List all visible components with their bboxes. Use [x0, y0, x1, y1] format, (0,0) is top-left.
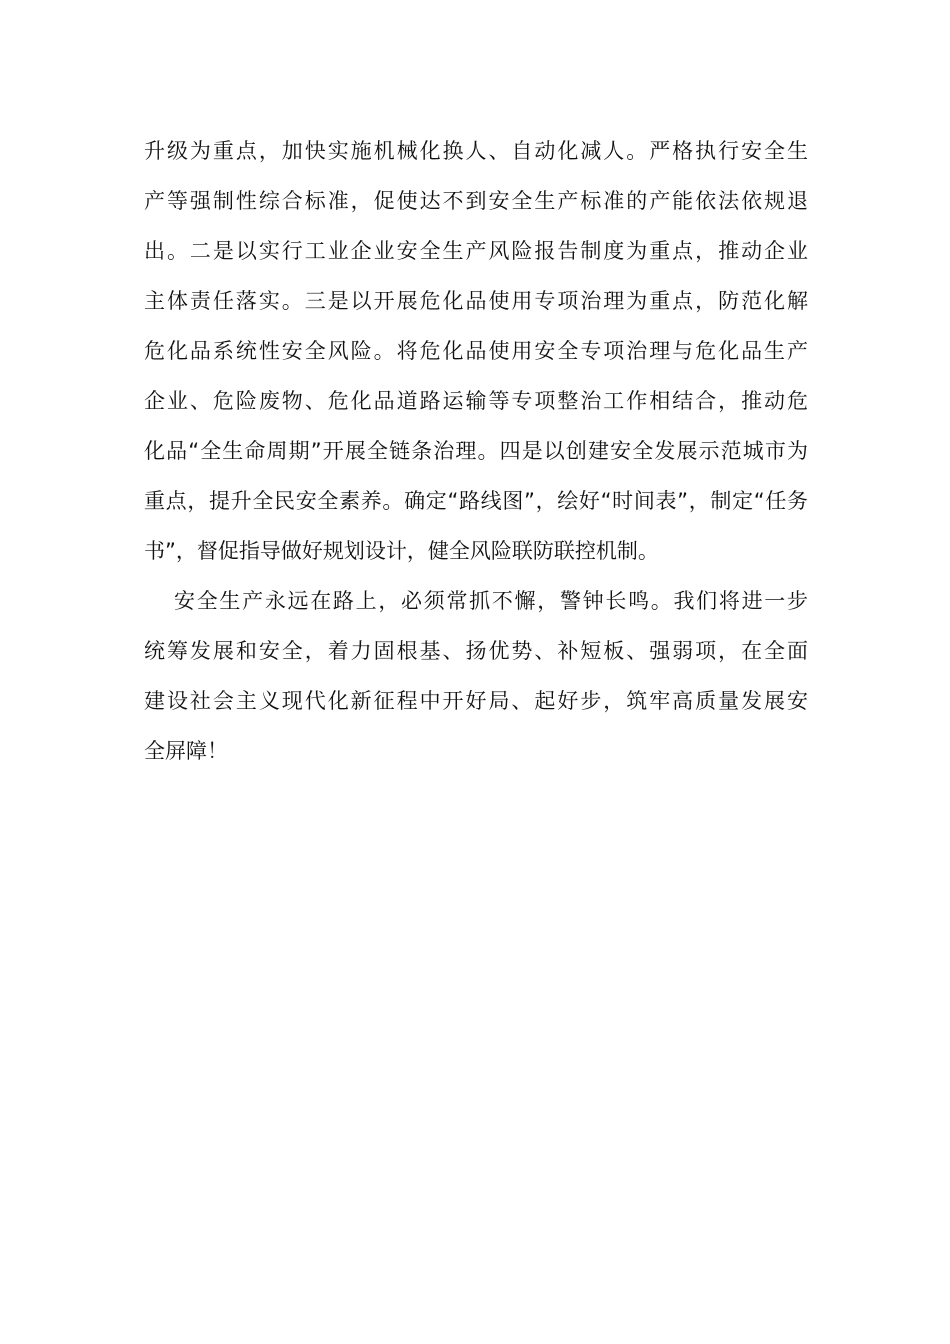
text-line: 重点，提升全民安全素养。确定“路线图”，绘好“时间表”，制定“任务 [144, 489, 808, 513]
text-line: 危化品系统性安全风险。将危化品使用安全专项治理与危化品生产 [144, 339, 808, 363]
text-line: 升级为重点，加快实施机械化换人、自动化减人。严格执行安全生 [144, 139, 808, 163]
text-line: 产等强制性综合标准，促使达不到安全生产标准的产能依法依规退 [144, 189, 808, 213]
text-line: 主体责任落实。三是以开展危化品使用专项治理为重点，防范化解 [144, 289, 808, 313]
paragraph-2 [144, 576, 808, 776]
text-line: 企业、危险废物、危化品道路运输等专项整治工作相结合，推动危 [144, 389, 808, 413]
text-line: 统筹发展和安全，着力固根基、扬优势、补短板、强弱项，在全面 [144, 639, 808, 663]
document-body [144, 126, 808, 776]
text-line: 化品“全生命周期”开展全链条治理。四是以创建安全发展示范城市为 [144, 439, 808, 463]
text-line: 全屏障！ [144, 739, 228, 763]
paragraph-1 [144, 126, 808, 576]
text-line: 安全生产永远在路上，必须常抓不懈，警钟长鸣。我们将进一步 [174, 589, 808, 613]
text-line: 书”，督促指导做好规划设计，健全风险联防联控机制。 [144, 539, 659, 563]
text-line: 出。二是以实行工业企业安全生产风险报告制度为重点，推动企业 [144, 239, 808, 263]
text-line: 建设社会主义现代化新征程中开好局、起好步，筑牢高质量发展安 [144, 689, 808, 713]
